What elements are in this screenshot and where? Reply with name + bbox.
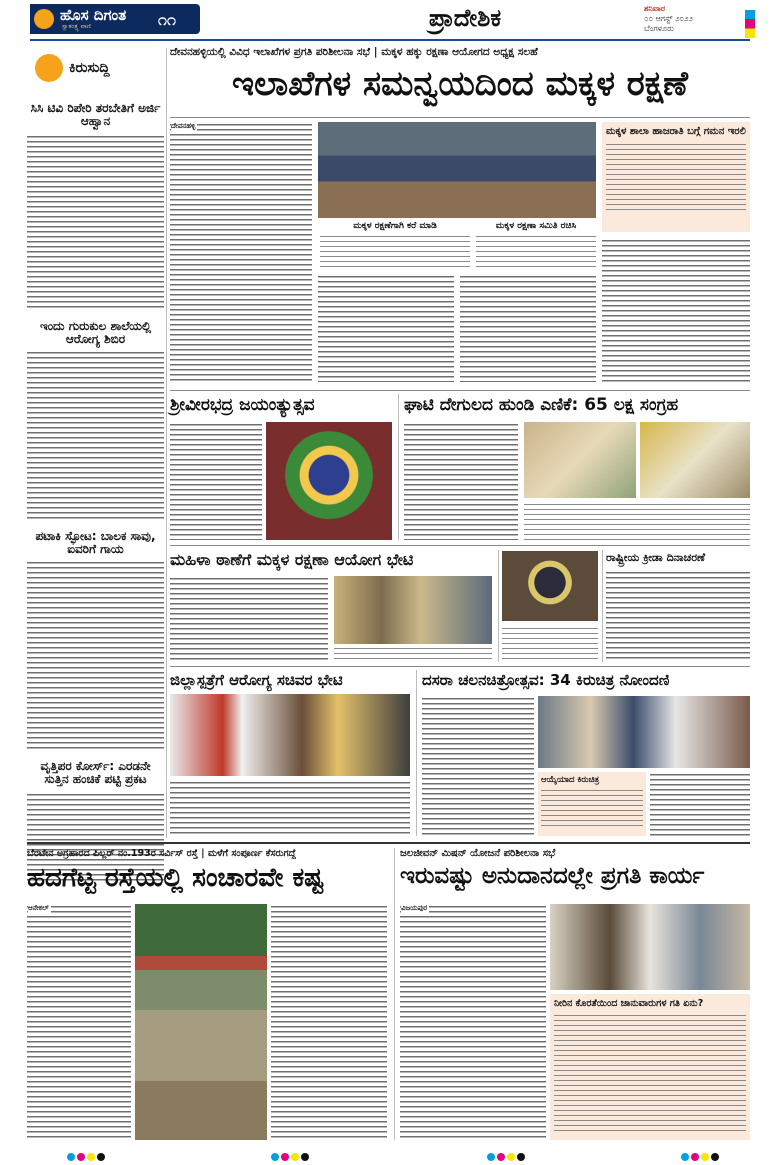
logo-sub: ಸ್ವಾತಂತ್ರ್ಯ ವಾಣಿ bbox=[62, 23, 91, 30]
sidebar bbox=[27, 48, 164, 808]
sidebar-item-headline: ಇಂದು ಗುರುಕುಲ ಶಾಲೆಯಲ್ಲಿ ಆರೋಗ್ಯ ಶಿಬಿರ bbox=[39, 319, 152, 347]
row3-divider-1 bbox=[498, 550, 499, 662]
logo-emblem-icon bbox=[34, 9, 54, 29]
bottom-right-headline: ಇರುವಷ್ಟು ಅನುದಾನದಲ್ಲೇ ಪ್ರಗತಿ ಕಾರ್ಯ bbox=[400, 863, 705, 889]
sidebar-item-headline: ಪಟಾಕಿ ಸ್ಫೋಟ: ಬಾಲಕ ಸಾವು, ಐವರಿಗೆ ಗಾಯ bbox=[35, 529, 156, 557]
bottom-right-photo bbox=[550, 904, 750, 990]
lead-box-title: ಮಕ್ಕಳ ಶಾಲಾ ಹಾಜರಾತಿ ಬಗ್ಗೆ ಗಮನ ಇರಲಿ bbox=[606, 126, 746, 137]
lead-photo bbox=[318, 122, 596, 218]
row2-rule bbox=[170, 545, 750, 546]
story-veerabhadra-photo bbox=[266, 422, 392, 540]
sidebar-item-body bbox=[27, 134, 164, 310]
sidebar-item-headline: ಸಿಸಿ ಟಿವಿ ರಿಪೇರಿ ತರಬೇತಿಗೆ ಅರ್ಜಿ ಆಹ್ವಾನ bbox=[30, 101, 161, 129]
temple-idol-caption bbox=[502, 626, 598, 662]
lead-subtext-right bbox=[476, 234, 596, 268]
color-strip bbox=[745, 10, 755, 38]
story-dasara-body-1 bbox=[422, 696, 534, 836]
masthead-rule bbox=[30, 39, 750, 41]
sidebar-item-body bbox=[27, 560, 164, 750]
bottom-right-kicker: ಜಲಜೀವನ್ ಮಿಷನ್ ಯೋಜನೆ ಪರಿಶೀಲನಾ ಸಭೆ bbox=[400, 848, 556, 859]
bottom-right-dateline: ವಿಜಯಪುರ bbox=[401, 904, 428, 912]
story-mahila-caption bbox=[334, 646, 492, 662]
sidebar-item-headline: ವೃತ್ತಿಪರ ಕೋರ್ಸ್: ಎರಡನೇ ಸುತ್ತಿನ ಹಂಚಿಕೆ ಪಟ್ಟಿ ಪ್ರಕಟ bbox=[40, 759, 151, 787]
story-veerabhadra-body bbox=[170, 422, 262, 540]
story-dasara-box-title: ಆಯ್ಕೆಯಾದ ಕಿರುಚಿತ್ರ bbox=[541, 775, 600, 785]
story-ghati-caption bbox=[524, 502, 750, 540]
row4-rule bbox=[27, 842, 750, 844]
story-ghati-headline: ಘಾಟಿ ದೇಗುಲದ ಹುಂಡಿ ಎಣಿಕೆ: 65 ಲಕ್ಷ ಸಂಗ್ರಹ bbox=[404, 395, 679, 415]
row2-divider bbox=[398, 394, 399, 540]
thumbs-up-icon bbox=[35, 54, 63, 82]
story-ghati-photo-2 bbox=[640, 422, 750, 498]
story-hospital-photo bbox=[170, 694, 410, 776]
story-dasara-box-body bbox=[541, 788, 643, 830]
lead-kicker: ದೇವನಹಳ್ಳಿಯಲ್ಲಿ ವಿವಿಧ ಇಲಾಖೆಗಳ ಪ್ರಗತಿ ಪರಿಶೀಲನಾ ಸಭೆ | ಮಕ್ಕಳ ಹಕ್ಕು ರಕ್ಷಣಾ ಆಯೋಗದ ಅಧ್ಯಕ್ಷ ಸಲಹೆ bbox=[170, 46, 538, 58]
day: ಶನಿವಾರ bbox=[644, 4, 666, 13]
story-dasara-photo bbox=[538, 696, 750, 768]
story-veerabhadra-headline: ಶ್ರೀವೀರಭದ್ರ ಜಯಂತ್ಯುತ್ಸವ bbox=[170, 395, 315, 415]
story-sports-headline: ರಾಷ್ಟ್ರೀಯ ಕ್ರೀಡಾ ದಿನಾಚರಣೆ bbox=[606, 551, 706, 564]
lead-body-col4 bbox=[602, 238, 750, 382]
story-sports-body bbox=[606, 570, 750, 662]
lead-subhead-right: ಮಕ್ಕಳ ರಕ್ಷಣಾ ಸಮಿತಿ ರಚಿಸಿ bbox=[495, 221, 577, 231]
story-hospital-body bbox=[170, 780, 410, 836]
city: ಬೆಂಗಳೂರು bbox=[644, 24, 674, 33]
lead-subhead-left: ಮಕ್ಕಳ ರಕ್ಷಣೆಗಾಗಿ ಕರೆ ಮಾಡಿ bbox=[353, 221, 437, 231]
date: ೦೦ ಆಗಸ್ಟ್ ೨೦೨೨ bbox=[644, 14, 693, 23]
page-number: ೧೧ bbox=[158, 10, 176, 29]
lead-subtext-left bbox=[320, 234, 470, 268]
bottom-right-box-body bbox=[554, 1013, 746, 1135]
bottom-left-dateline: ಆನೇಕಲ್ bbox=[28, 904, 49, 912]
registration-marks bbox=[0, 1146, 770, 1156]
lead-body-col3 bbox=[460, 274, 596, 382]
sidebar-brand-label: ಕಿರುಸುದ್ದಿ bbox=[69, 60, 110, 76]
sidebar-divider bbox=[166, 48, 167, 838]
row3-rule bbox=[170, 666, 750, 667]
story-dasara-headline: ದಸರಾ ಚಲನಚಿತ್ರೋತ್ಸವ: 34 ಕಿರುಚಿತ್ರ ನೋಂದಣಿ bbox=[422, 671, 670, 689]
bottom-right-body-1 bbox=[400, 904, 546, 1140]
bottom-left-kicker: ಬೆರಟೇನ ಅಗ್ರಹಾರದ ಪಿಲ್ಲರ್ ನಂ.193ರ ಸರ್ವಿಸ್ ರಸ್ತೆ | ಮಳೆಗೆ ಸಂಪೂರ್ಣ ಕೆಸರುಗದ್ದೆ bbox=[27, 848, 297, 859]
temple-idol-photo bbox=[502, 551, 598, 621]
bottom-left-body-1 bbox=[27, 904, 131, 1140]
bottom-right-box-title: ನೀರಿನ ಕೊರತೆಯಿಂದ ಜಾನುವಾರುಗಳ ಗತಿ ಏನು? bbox=[554, 998, 704, 1009]
story-mahila-body-1 bbox=[170, 576, 328, 662]
masthead bbox=[0, 0, 770, 40]
logo-text: ಹೊಸ ದಿಗಂತ bbox=[60, 6, 127, 24]
logo-bar bbox=[30, 4, 200, 34]
bottom-left-body-2 bbox=[271, 904, 387, 1140]
row3-divider-2 bbox=[602, 550, 603, 662]
sidebar-brand bbox=[27, 48, 164, 90]
lead-side-box bbox=[602, 122, 750, 232]
story-dasara-box bbox=[538, 772, 646, 836]
story-mahila-headline: ಮಹಿಳಾ ಠಾಣೆಗೆ ಮಕ್ಕಳ ರಕ್ಷಣಾ ಆಯೋಗ ಭೇಟಿ bbox=[170, 550, 414, 569]
story-ghati-photo-1 bbox=[524, 422, 636, 498]
date-block bbox=[644, 4, 744, 34]
story-ghati-body bbox=[404, 422, 518, 540]
bottom-left-photo bbox=[135, 904, 267, 1140]
lead-body-col1 bbox=[170, 122, 312, 382]
story-mahila-photo bbox=[334, 576, 492, 644]
story-hospital-headline: ಜಿಲ್ಲಾಸ್ಪತ್ರೆಗೆ ಆರೋಗ್ಯ ಸಚಿವರ ಭೇಟಿ bbox=[170, 671, 343, 689]
bottom-right-box bbox=[550, 994, 750, 1140]
bottom-divider bbox=[394, 848, 395, 1140]
story-dasara-body-2 bbox=[650, 772, 750, 836]
lead-box-body bbox=[606, 142, 746, 214]
section-title: ಪ್ರಾದೇಶಿಕ bbox=[428, 4, 502, 32]
lead-headline: ಇಲಾಖೆಗಳ ಸಮನ್ವಯದಿಂದ ಮಕ್ಕಳ ರಕ್ಷಣೆ bbox=[232, 64, 688, 104]
lead-dateline: ದೇವನಹಳ್ಳಿ bbox=[171, 122, 196, 130]
bottom-left-headline: ಹದಗೆಟ್ಟ ರಸ್ತೆಯಲ್ಲಿ ಸಂಚಾರವೇ ಕಷ್ಟ bbox=[27, 863, 324, 893]
sidebar-item-body bbox=[27, 350, 164, 520]
lead-body-col2 bbox=[318, 274, 454, 382]
row4-divider bbox=[416, 670, 417, 836]
row1-rule bbox=[170, 390, 750, 391]
lead-rule bbox=[170, 117, 750, 118]
